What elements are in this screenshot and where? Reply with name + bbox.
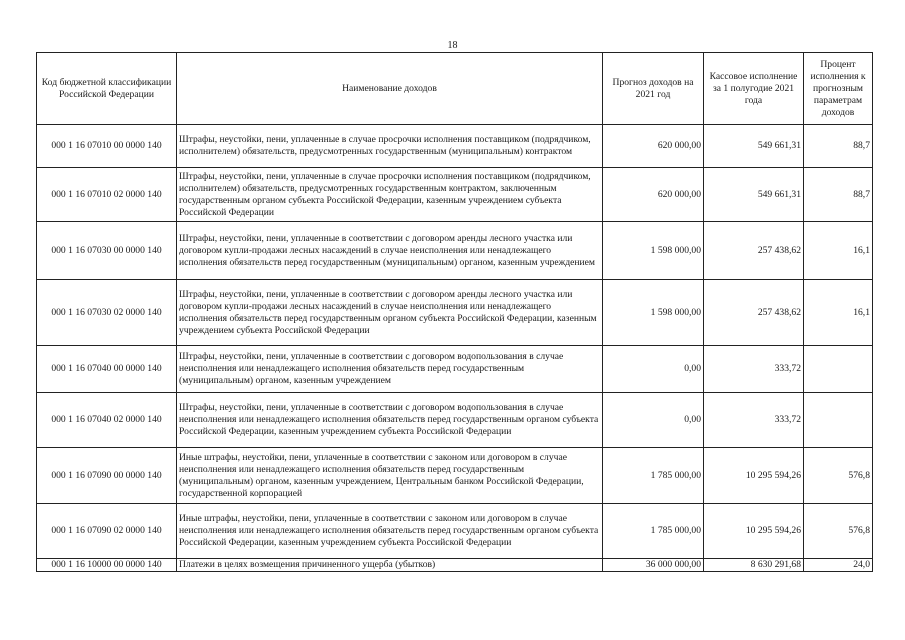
table-row — [37, 222, 873, 280]
row-percent: 24,0 — [804, 559, 873, 572]
table-row — [37, 280, 873, 346]
table-row — [37, 168, 873, 222]
row-code: 000 1 16 07030 02 0000 140 — [37, 280, 177, 346]
row-name: Иные штрафы, неустойки, пени, уплаченные в соответствии с законом или договором в случае неисполнения или ненадлежащего исполнения обязательств перед государственным органом субъекта Российской Федерации, казенным учреждением субъекта Российской Федерации — [177, 504, 603, 559]
row-name: Штрафы, неустойки, пени, уплаченные в случае просрочки исполнения поставщиком (подрядчиком, исполнителем) обязательств, предусмотренных государственным контрактом, заключенным государственным органом субъекта Российской Федерации, казенным учреждением субъекта Российской Федерации — [177, 168, 603, 222]
table-row — [37, 448, 873, 504]
row-forecast: 0,00 — [603, 346, 704, 393]
revenue-table — [36, 52, 873, 572]
header-name: Наименование доходов — [177, 53, 603, 125]
row-forecast: 1 598 000,00 — [603, 280, 704, 346]
row-actual: 10 295 594,26 — [704, 448, 804, 504]
row-actual: 257 438,62 — [704, 222, 804, 280]
row-forecast: 1 598 000,00 — [603, 222, 704, 280]
row-code: 000 1 16 07040 02 0000 140 — [37, 393, 177, 448]
row-code: 000 1 16 07030 00 0000 140 — [37, 222, 177, 280]
row-percent: 16,1 — [804, 222, 873, 280]
row-percent — [804, 393, 873, 448]
row-percent: 576,8 — [804, 448, 873, 504]
header-forecast: Прогноз доходов на 2021 год — [603, 53, 704, 125]
row-name: Платежи в целях возмещения причиненного ущерба (убытков) — [177, 559, 603, 572]
table-row — [37, 125, 873, 168]
header-actual: Кассовое исполнение за 1 полугодие 2021 года — [704, 53, 804, 125]
row-percent — [804, 346, 873, 393]
row-actual: 333,72 — [704, 346, 804, 393]
row-forecast: 0,00 — [603, 393, 704, 448]
row-percent: 88,7 — [804, 125, 873, 168]
row-actual: 8 630 291,68 — [704, 559, 804, 572]
header-percent: Процент исполнения к прогнозным параметрам доходов — [804, 53, 873, 125]
row-forecast: 1 785 000,00 — [603, 504, 704, 559]
row-code: 000 1 16 07090 00 0000 140 — [37, 448, 177, 504]
row-name: Штрафы, неустойки, пени, уплаченные в соответствии с договором аренды лесного участка или договором купли-продажи лесных насаждений в случае неисполнения или ненадлежащего исполнения обязательств перед государственным органом субъекта Российской Федерации, казенным учреждением субъекта Российской Федерации — [177, 280, 603, 346]
row-forecast: 36 000 000,00 — [603, 559, 704, 572]
row-name: Штрафы, неустойки, пени, уплаченные в соответствии с договором водопользования в случае неисполнения или ненадлежащего исполнения обязательств перед государственным (муниципальным) органом, казенным учреждением — [177, 346, 603, 393]
table-row — [37, 504, 873, 559]
row-actual: 549 661,31 — [704, 168, 804, 222]
row-forecast: 620 000,00 — [603, 125, 704, 168]
row-percent: 576,8 — [804, 504, 873, 559]
row-actual: 10 295 594,26 — [704, 504, 804, 559]
row-code: 000 1 16 10000 00 0000 140 — [37, 559, 177, 572]
row-actual: 333,72 — [704, 393, 804, 448]
page-number: 18 — [447, 40, 458, 51]
row-percent: 88,7 — [804, 168, 873, 222]
row-actual: 257 438,62 — [704, 280, 804, 346]
table-row — [37, 346, 873, 393]
table-row — [37, 393, 873, 448]
row-code: 000 1 16 07010 02 0000 140 — [37, 168, 177, 222]
row-forecast: 1 785 000,00 — [603, 448, 704, 504]
row-forecast: 620 000,00 — [603, 168, 704, 222]
row-name: Штрафы, неустойки, пени, уплаченные в соответствии с договором водопользования в случае неисполнения или ненадлежащего исполнения обязательств перед государственным органом субъекта Российской Федерации, казенным учреждением субъекта Российской Федерации — [177, 393, 603, 448]
row-actual: 549 661,31 — [704, 125, 804, 168]
header-code: Код бюджетной классификации Российской Федерации — [37, 53, 177, 125]
row-name: Штрафы, неустойки, пени, уплаченные в соответствии с договором аренды лесного участка или договором купли-продажи лесных насаждений в случае неисполнения или ненадлежащего исполнения обязательств перед государственным (муниципальным) органом, казенным учреждением — [177, 222, 603, 280]
row-percent: 16,1 — [804, 280, 873, 346]
row-name: Иные штрафы, неустойки, пени, уплаченные в соответствии с законом или договором в случае неисполнения или ненадлежащего исполнения обязательств перед государственным (муниципальным) органом, казенным учреждением, Центральным банком Российской Федерации, государственной корпорацией — [177, 448, 603, 504]
row-name: Штрафы, неустойки, пени, уплаченные в случае просрочки исполнения поставщиком (подрядчиком, исполнителем) обязательств, предусмотренных государственным (муниципальным) контрактом — [177, 125, 603, 168]
table-header-row — [37, 53, 873, 125]
table-row — [37, 559, 873, 572]
row-code: 000 1 16 07090 02 0000 140 — [37, 504, 177, 559]
row-code: 000 1 16 07040 00 0000 140 — [37, 346, 177, 393]
row-code: 000 1 16 07010 00 0000 140 — [37, 125, 177, 168]
